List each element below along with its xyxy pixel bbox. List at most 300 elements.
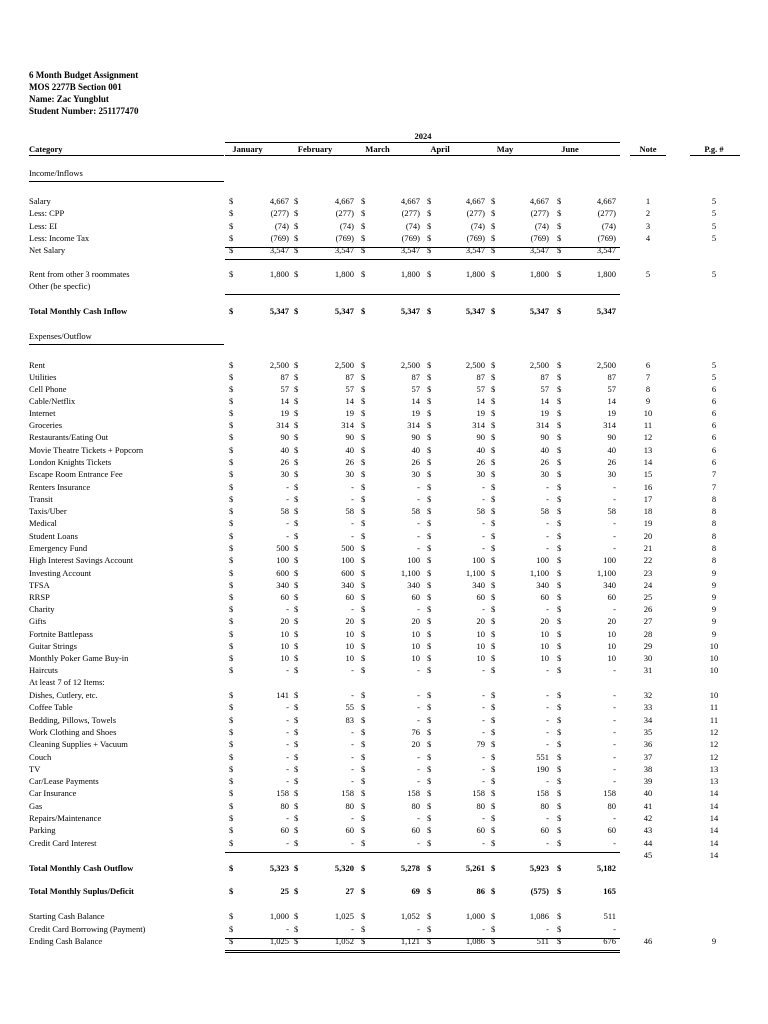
dollar-sign: $ (361, 306, 366, 316)
note-number: 23 (643, 568, 653, 578)
note-number: 1 (645, 196, 651, 206)
amount-cell: 10 (411, 641, 420, 651)
amount-cell: 10 (280, 641, 289, 651)
amount-cell: 83 (345, 715, 354, 725)
dollar-sign: $ (294, 396, 299, 406)
dollar-sign: $ (229, 727, 234, 737)
amount-cell: - (613, 739, 616, 749)
amount-cell: - (546, 518, 549, 528)
dollar-sign: $ (427, 306, 432, 316)
row-label: Salary (29, 196, 51, 206)
note-number: 31 (643, 665, 653, 675)
page-number: 8 (711, 531, 717, 541)
row-label: At least 7 of 12 Items: (29, 677, 105, 687)
amount-cell: - (286, 924, 289, 934)
amount-cell: 4,667 (334, 196, 354, 206)
amount-cell: - (417, 518, 420, 528)
row-label: Credit Card Borrowing (Payment) (29, 924, 146, 934)
note-number: 10 (643, 408, 653, 418)
dollar-sign: $ (294, 372, 299, 382)
row-label: Cleaning Supplies + Vacuum (29, 739, 128, 749)
dollar-sign: $ (491, 641, 496, 651)
amount-cell: 30 (607, 469, 616, 479)
dollar-sign: $ (427, 616, 432, 626)
amount-cell: - (482, 482, 485, 492)
row-label: Parking (29, 825, 56, 835)
amount-cell: - (482, 518, 485, 528)
dollar-sign: $ (229, 469, 234, 479)
amount-cell: 10 (280, 653, 289, 663)
amount-cell: 3,547 (529, 245, 549, 255)
dollar-sign: $ (361, 702, 366, 712)
amount-cell: 3,547 (465, 245, 485, 255)
dollar-sign: $ (361, 543, 366, 553)
note-number: 12 (643, 432, 653, 442)
amount-cell: - (417, 776, 420, 786)
page-number: 8 (711, 555, 717, 565)
amount-cell: 10 (280, 629, 289, 639)
amount-cell: - (613, 702, 616, 712)
page-number: 7 (711, 482, 717, 492)
amount-cell: 1,100 (596, 568, 616, 578)
note-number: 30 (643, 653, 653, 663)
amount-cell: - (286, 715, 289, 725)
amount-cell: - (351, 482, 354, 492)
dollar-sign: $ (361, 911, 366, 921)
dollar-sign: $ (557, 360, 562, 370)
amount-cell: 87 (476, 372, 485, 382)
note-number: 27 (643, 616, 653, 626)
page-number: 6 (711, 432, 717, 442)
header-rule-note (630, 155, 666, 156)
dollar-sign: $ (427, 739, 432, 749)
dollar-sign: $ (361, 838, 366, 848)
amount-cell: 340 (407, 580, 420, 590)
page-number: 11 (709, 715, 719, 725)
amount-cell: - (482, 494, 485, 504)
note-number: 44 (643, 838, 653, 848)
amount-cell: (74) (405, 221, 420, 231)
note-number: 41 (643, 801, 653, 811)
amount-cell: - (417, 494, 420, 504)
dollar-sign: $ (427, 752, 432, 762)
amount-cell: 1,800 (269, 269, 289, 279)
dollar-sign: $ (229, 764, 234, 774)
page-number: 10 (709, 653, 719, 663)
amount-cell: - (417, 665, 420, 675)
amount-cell: - (351, 665, 354, 675)
amount-cell: 5,347 (334, 306, 354, 316)
page-number: 5 (711, 372, 717, 382)
amount-cell: 1,052 (400, 911, 420, 921)
dollar-sign: $ (491, 604, 496, 614)
amount-cell: 87 (540, 372, 549, 382)
dollar-sign: $ (294, 616, 299, 626)
amount-cell: 30 (476, 469, 485, 479)
dollar-sign: $ (491, 208, 496, 218)
amount-cell: 19 (607, 408, 616, 418)
amount-cell: - (482, 727, 485, 737)
amount-cell: 10 (607, 641, 616, 651)
amount-cell: - (482, 702, 485, 712)
amount-cell: - (546, 494, 549, 504)
amount-cell: 10 (476, 641, 485, 651)
category-header: Category (29, 144, 63, 154)
page-number: 14 (709, 801, 719, 811)
amount-cell: - (482, 531, 485, 541)
amount-cell: (277) (335, 208, 354, 218)
amount-cell: 19 (476, 408, 485, 418)
dollar-sign: $ (491, 384, 496, 394)
dollar-sign: $ (557, 469, 562, 479)
note-number: 43 (643, 825, 653, 835)
dollar-sign: $ (557, 752, 562, 762)
amount-cell: 2,500 (529, 360, 549, 370)
dollar-sign: $ (427, 863, 432, 873)
dollar-sign: $ (229, 568, 234, 578)
note-number: 24 (643, 580, 653, 590)
amount-cell: 5,182 (596, 863, 616, 873)
amount-cell: 90 (280, 432, 289, 442)
note-number: 46 (643, 936, 653, 946)
dollar-sign: $ (427, 531, 432, 541)
page-number: 10 (709, 641, 719, 651)
row-label: Guitar Strings (29, 641, 77, 651)
amount-cell: 1,086 (465, 936, 485, 946)
dollar-sign: $ (427, 494, 432, 504)
dollar-sign: $ (361, 629, 366, 639)
dollar-sign: $ (557, 690, 562, 700)
amount-cell: - (351, 776, 354, 786)
amount-cell: 40 (280, 445, 289, 455)
dollar-sign: $ (491, 457, 496, 467)
row-label: Total Monthly Cash Inflow (29, 306, 128, 316)
dollar-sign: $ (427, 196, 432, 206)
dollar-sign: $ (557, 555, 562, 565)
dollar-sign: $ (229, 384, 234, 394)
amount-cell: 5,923 (529, 863, 549, 873)
dollar-sign: $ (229, 245, 234, 255)
dollar-sign: $ (361, 752, 366, 762)
page-number: 8 (711, 518, 717, 528)
note-number: 35 (643, 727, 653, 737)
amount-cell: - (546, 531, 549, 541)
dollar-sign: $ (427, 208, 432, 218)
row-label: Work Clothing and Shoes (29, 727, 117, 737)
year-underline (225, 142, 620, 143)
amount-cell: 2,500 (596, 360, 616, 370)
row-label: Groceries (29, 420, 63, 430)
dollar-sign: $ (294, 825, 299, 835)
amount-cell: 57 (607, 384, 616, 394)
page-number: 9 (711, 568, 717, 578)
amount-cell: 158 (407, 788, 420, 798)
row-label: Investing Account (29, 568, 92, 578)
dollar-sign: $ (229, 420, 234, 430)
amount-cell: - (613, 518, 616, 528)
dollar-sign: $ (294, 506, 299, 516)
amount-cell: 60 (607, 592, 616, 602)
amount-cell: - (351, 924, 354, 934)
dollar-sign: $ (361, 457, 366, 467)
dollar-sign: $ (491, 825, 496, 835)
dollar-sign: $ (294, 715, 299, 725)
dollar-sign: $ (557, 825, 562, 835)
dollar-sign: $ (361, 384, 366, 394)
amount-cell: - (351, 764, 354, 774)
dollar-sign: $ (361, 482, 366, 492)
dollar-sign: $ (294, 776, 299, 786)
amount-cell: 1,000 (465, 911, 485, 921)
row-label: Less: EI (29, 221, 58, 231)
amount-cell: 58 (345, 506, 354, 516)
dollar-sign: $ (361, 764, 366, 774)
page-number: 14 (709, 813, 719, 823)
dollar-sign: $ (557, 838, 562, 848)
amount-cell: - (482, 690, 485, 700)
dollar-sign: $ (361, 825, 366, 835)
dollar-sign: $ (427, 372, 432, 382)
amount-cell: 100 (472, 555, 485, 565)
amount-cell: 79 (476, 739, 485, 749)
amount-cell: 80 (540, 801, 549, 811)
dollar-sign: $ (557, 196, 562, 206)
amount-cell: 60 (411, 825, 420, 835)
amount-cell: - (546, 813, 549, 823)
amount-cell: - (613, 924, 616, 934)
dollar-sign: $ (557, 568, 562, 578)
amount-cell: 90 (476, 432, 485, 442)
amount-cell: 5,320 (334, 863, 354, 873)
amount-cell: (769) (597, 233, 616, 243)
dollar-sign: $ (491, 788, 496, 798)
amount-cell: 190 (536, 764, 549, 774)
dollar-sign: $ (557, 269, 562, 279)
amount-cell: 3,547 (334, 245, 354, 255)
dollar-sign: $ (294, 813, 299, 823)
dollar-sign: $ (491, 580, 496, 590)
row-label: TFSA (29, 580, 50, 590)
amount-cell: 87 (280, 372, 289, 382)
dollar-sign: $ (427, 518, 432, 528)
dollar-sign: $ (294, 641, 299, 651)
note-number: 32 (643, 690, 653, 700)
dollar-sign: $ (427, 457, 432, 467)
page-number: 6 (711, 420, 717, 430)
dollar-sign: $ (229, 739, 234, 749)
dollar-sign: $ (361, 494, 366, 504)
dollar-sign: $ (491, 924, 496, 934)
amount-cell: 57 (280, 384, 289, 394)
amount-cell: - (546, 604, 549, 614)
note-number: 20 (643, 531, 653, 541)
dollar-sign: $ (491, 506, 496, 516)
amount-cell: (769) (335, 233, 354, 243)
amount-cell: - (482, 813, 485, 823)
amount-cell: - (286, 665, 289, 675)
amount-cell: 40 (411, 445, 420, 455)
amount-cell: 158 (341, 788, 354, 798)
amount-cell: - (546, 482, 549, 492)
dollar-sign: $ (427, 788, 432, 798)
amount-cell: - (546, 838, 549, 848)
row-label: Haircuts (29, 665, 58, 675)
page-number: 10 (709, 665, 719, 675)
note-number: 39 (643, 776, 653, 786)
amount-cell: (74) (534, 221, 549, 231)
dollar-sign: $ (557, 702, 562, 712)
dollar-sign: $ (229, 196, 234, 206)
row-label: Utilities (29, 372, 57, 382)
page-number: 10 (709, 690, 719, 700)
amount-cell: (769) (270, 233, 289, 243)
amount-cell: 10 (540, 629, 549, 639)
amount-cell: 340 (603, 580, 616, 590)
note-header: Note (639, 144, 657, 154)
dollar-sign: $ (294, 269, 299, 279)
dollar-sign: $ (294, 408, 299, 418)
dollar-sign: $ (361, 715, 366, 725)
dollar-sign: $ (294, 568, 299, 578)
dollar-sign: $ (491, 233, 496, 243)
amount-cell: - (286, 531, 289, 541)
dollar-sign: $ (427, 911, 432, 921)
amount-cell: 2,500 (334, 360, 354, 370)
page-number: 14 (709, 838, 719, 848)
amount-cell: - (286, 776, 289, 786)
note-number: 42 (643, 813, 653, 823)
dollar-sign: $ (229, 445, 234, 455)
dollar-sign: $ (361, 420, 366, 430)
amount-cell: 55 (345, 702, 354, 712)
amount-cell: 1,025 (269, 936, 289, 946)
note-number: 33 (643, 702, 653, 712)
amount-cell: 40 (476, 445, 485, 455)
page-number: 12 (709, 752, 719, 762)
month-header-may: May (496, 144, 514, 154)
dollar-sign: $ (361, 221, 366, 231)
dollar-sign: $ (229, 936, 234, 946)
amount-cell: 5,347 (269, 306, 289, 316)
amount-cell: 158 (276, 788, 289, 798)
amount-cell: 20 (411, 616, 420, 626)
amount-cell: 57 (476, 384, 485, 394)
row-label: Movie Theatre Tickets + Popcorn (29, 445, 144, 455)
header-rule-category (29, 155, 224, 156)
dollar-sign: $ (294, 838, 299, 848)
dollar-sign: $ (229, 208, 234, 218)
dollar-sign: $ (361, 604, 366, 614)
dollar-sign: $ (294, 221, 299, 231)
amount-cell: 20 (540, 616, 549, 626)
amount-cell: 500 (341, 543, 354, 553)
dollar-sign: $ (491, 838, 496, 848)
amount-cell: 1,025 (334, 911, 354, 921)
dollar-sign: $ (557, 801, 562, 811)
amount-cell: 19 (411, 408, 420, 418)
student-number: Student Number: 251177470 (29, 106, 139, 116)
dollar-sign: $ (427, 568, 432, 578)
page-number: 5 (711, 208, 717, 218)
amount-cell: 26 (540, 457, 549, 467)
page-number: 12 (709, 727, 719, 737)
dollar-sign: $ (557, 506, 562, 516)
amount-cell: 165 (603, 886, 616, 896)
amount-cell: 10 (540, 641, 549, 651)
row-label: Gifts (29, 616, 46, 626)
row-label: TV (29, 764, 41, 774)
amount-cell: 340 (276, 580, 289, 590)
amount-cell: 40 (607, 445, 616, 455)
dollar-sign: $ (229, 221, 234, 231)
amount-cell: - (417, 752, 420, 762)
amount-cell: - (286, 764, 289, 774)
amount-cell: 20 (280, 616, 289, 626)
amount-cell: 10 (411, 653, 420, 663)
dollar-sign: $ (361, 801, 366, 811)
dollar-sign: $ (557, 813, 562, 823)
dollar-sign: $ (427, 445, 432, 455)
amount-cell: 57 (540, 384, 549, 394)
amount-cell: 20 (345, 616, 354, 626)
amount-cell: 1,800 (529, 269, 549, 279)
amount-cell: 60 (280, 825, 289, 835)
amount-cell: - (351, 604, 354, 614)
amount-cell: 314 (603, 420, 616, 430)
amount-cell: 69 (411, 886, 420, 896)
header-rule-months (225, 155, 620, 156)
amount-cell: 60 (280, 592, 289, 602)
dollar-sign: $ (491, 372, 496, 382)
dollar-sign: $ (557, 432, 562, 442)
amount-cell: (277) (466, 208, 485, 218)
dollar-sign: $ (361, 924, 366, 934)
amount-cell: - (613, 715, 616, 725)
dollar-sign: $ (294, 469, 299, 479)
amount-cell: 30 (540, 469, 549, 479)
dollar-sign: $ (557, 233, 562, 243)
amount-cell: 314 (536, 420, 549, 430)
income-section-rule (29, 181, 224, 182)
dollar-sign: $ (229, 863, 234, 873)
dollar-sign: $ (229, 269, 234, 279)
amount-cell: 158 (603, 788, 616, 798)
dollar-sign: $ (557, 653, 562, 663)
header-rule-page (690, 155, 740, 156)
dollar-sign: $ (491, 776, 496, 786)
amount-cell: 57 (411, 384, 420, 394)
dollar-sign: $ (491, 665, 496, 675)
dollar-sign: $ (557, 776, 562, 786)
dollar-sign: $ (491, 408, 496, 418)
dollar-sign: $ (361, 653, 366, 663)
row-label: Net Salary (29, 245, 66, 255)
amount-cell: - (417, 690, 420, 700)
amount-cell: (74) (339, 221, 354, 231)
amount-cell: 26 (607, 457, 616, 467)
row-label: Restaurants/Eating Out (29, 432, 109, 442)
dollar-sign: $ (427, 702, 432, 712)
amount-cell: - (351, 727, 354, 737)
row-label: Less: CPP (29, 208, 65, 218)
note-number: 17 (643, 494, 653, 504)
dollar-sign: $ (491, 445, 496, 455)
dollar-sign: $ (557, 457, 562, 467)
dollar-sign: $ (229, 306, 234, 316)
amount-cell: 14 (345, 396, 354, 406)
amount-cell: 20 (607, 616, 616, 626)
dollar-sign: $ (361, 208, 366, 218)
